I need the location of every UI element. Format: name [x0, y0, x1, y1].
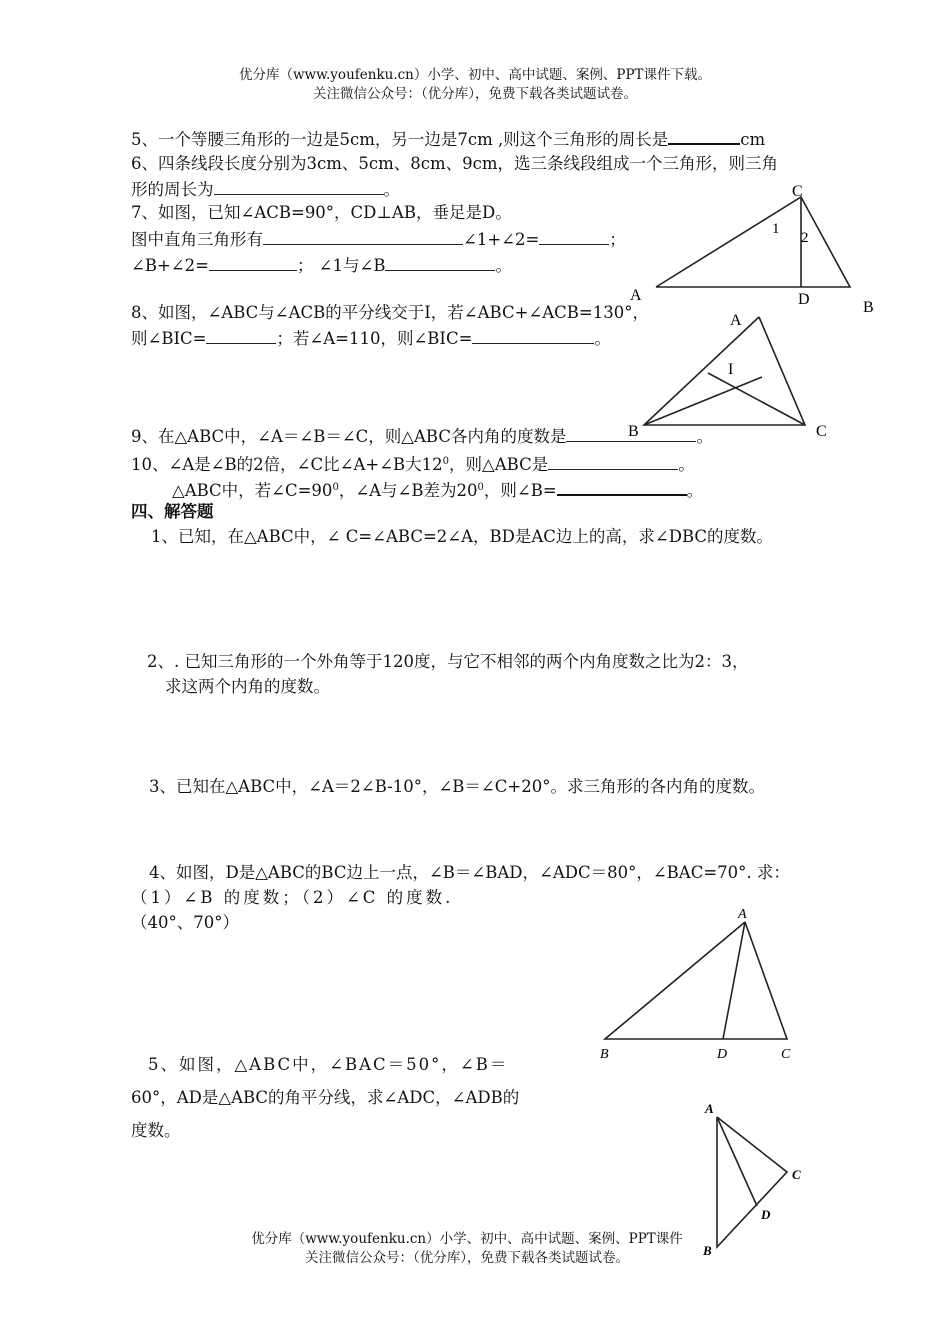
question-10-end: 。 [678, 455, 695, 474]
header-line-2: 关注微信公众号：（优分库），免费下载各类试题试卷。 [313, 86, 637, 102]
question-9-text: 9、在△ABC中，∠A＝∠B＝∠C，则△ABC各内角的度数是 [131, 427, 567, 446]
question-7-line-1: 7、如图，已知∠ACB=90°，CD⊥AB，垂足是D。 [131, 203, 512, 222]
answer-blank [548, 453, 678, 470]
question-10-text-5: ，则∠B= [483, 481, 557, 500]
label-d: D [761, 1207, 771, 1222]
question-7-angle-sum: ∠1+∠2= [463, 230, 540, 249]
problem-1: 1、已知，在△ABC中，∠ C=∠ABC=2∠A，BD是AC边上的高，求∠DBC的度数。 [151, 527, 774, 546]
question-8-text: 则∠BIC= [131, 329, 207, 348]
problem-5-line-3: 度数。 [131, 1121, 181, 1140]
question-8-line-1: 8、如图，∠ABC与∠ACB的平分线交于I，若∠ABC+∠ACB=130°， [131, 303, 649, 322]
question-5-unit: cm [740, 130, 766, 149]
question-7-angle-b2: ∠B+∠2= [131, 256, 209, 275]
answer-blank [557, 478, 687, 496]
label-i: I [728, 361, 734, 378]
label-c: C [792, 183, 803, 200]
question-5 [131, 127, 765, 151]
question-7-sep: ； [609, 230, 626, 249]
question-6-end: 。 [383, 180, 400, 199]
question-10-text-3: △ABC中，若∠C=90 [172, 481, 333, 500]
problem-2-line-1: 2、. 已知三角形的一个外角等于120度，与它不相邻的两个内角度数之比为2：3， [147, 652, 749, 671]
problem-5-line-2: 60°，AD是△ABC的角平分线，求∠ADC，∠ADB的 [131, 1088, 520, 1107]
question-7-line-2 [131, 228, 626, 251]
header-line-1: 优分库（www.youfenku.cn）小学、初中、高中试题、案例、PPT课件下载。 [238, 67, 712, 83]
answer-blank [263, 228, 463, 245]
label-b: B [703, 1243, 712, 1258]
question-7-angle-1b: ； ∠1与∠B [296, 256, 386, 275]
problem-4-line-2: （1）∠B 的度数；（2）∠C 的度数. [131, 888, 454, 907]
figure-question-7 [620, 175, 890, 315]
figure-question-8 [620, 305, 840, 445]
question-6-line-1: 6、四条线段长度分别为3cm、5cm、8cm、9cm，选三条线段组成一个三角形，则三角 [131, 154, 779, 173]
label-angle-1: 1 [772, 221, 780, 237]
question-9 [131, 425, 713, 448]
answer-blank [385, 254, 495, 271]
answer-blank [566, 425, 696, 442]
question-6-text: 形的周长为 [131, 180, 214, 199]
figure-problem-4 [595, 902, 805, 1067]
problem-2-line-2: 求这两个内角的度数。 [165, 677, 330, 696]
label-c: C [816, 423, 827, 440]
question-10-text-2: ，则△ABC是 [449, 455, 549, 474]
footer-line-2: 关注微信公众号：（优分库），免费下载各类试题试卷。 [305, 1250, 629, 1266]
answer-blank [214, 178, 384, 195]
degree-sup: 0 [442, 456, 450, 467]
degree-sup: 0 [477, 482, 484, 493]
problem-3: 3、已知在△ABC中，∠A＝2∠B-10°，∠B＝∠C+20°。求三角形的各内角的度数。 [149, 777, 765, 796]
question-10-line-2 [172, 477, 703, 502]
answer-blank [668, 127, 740, 145]
answer-blank [209, 254, 297, 271]
question-8-end: 。 [594, 329, 611, 348]
answer-blank [539, 228, 609, 245]
question-8-line-2 [131, 327, 611, 350]
question-6-line-2 [131, 178, 400, 201]
label-b: B [863, 299, 874, 316]
question-7-end: 。 [495, 256, 512, 275]
question-7-text: 图中直角三角形有 [131, 230, 263, 249]
answer-blank [206, 327, 276, 344]
label-c: C [781, 1047, 791, 1062]
label-a: A [730, 312, 742, 329]
label-d: D [717, 1047, 728, 1062]
label-a: A [738, 907, 747, 922]
label-b: B [628, 423, 639, 440]
question-9-end: 。 [696, 427, 713, 446]
question-10-text-4: ，∠A与∠B差为20 [338, 481, 478, 500]
problem-4-line-3: （40°、70°） [131, 913, 239, 932]
question-7-line-3 [131, 254, 512, 277]
question-10-text: 10、∠A是∠B的2倍，∠C比∠A+∠B大12 [131, 455, 443, 474]
label-c: C [792, 1167, 801, 1182]
question-10-line-1 [131, 451, 695, 476]
degree-sup: 0 [332, 482, 339, 493]
problem-5-line-1: 5、如图，△ABC中，∠BAC＝50°，∠B＝ [148, 1055, 509, 1074]
label-angle-2: 2 [801, 230, 809, 246]
label-d: D [798, 291, 810, 308]
problem-4-line-1: 4、如图，D是△ABC的BC边上一点，∠B＝∠BAD，∠ADC＝80°，∠BAC=70°. 求： [149, 863, 790, 882]
section-title: 四、解答题 [131, 502, 214, 521]
question-10-end-2: 。 [686, 481, 704, 500]
label-a: A [705, 1101, 714, 1116]
footer-line-1: 优分库（www.youfenku.cn）小学、初中、高中试题、案例、PPT课件 [251, 1231, 683, 1247]
label-b: B [600, 1047, 609, 1062]
label-a: A [630, 287, 642, 304]
question-8-text-2: ；若∠A=110，则∠BIC= [276, 329, 473, 348]
answer-blank [472, 327, 594, 344]
question-5-text: 5、一个等腰三角形的一边是5cm，另一边是7cm ,则这个三角形的周长是 [131, 130, 669, 149]
